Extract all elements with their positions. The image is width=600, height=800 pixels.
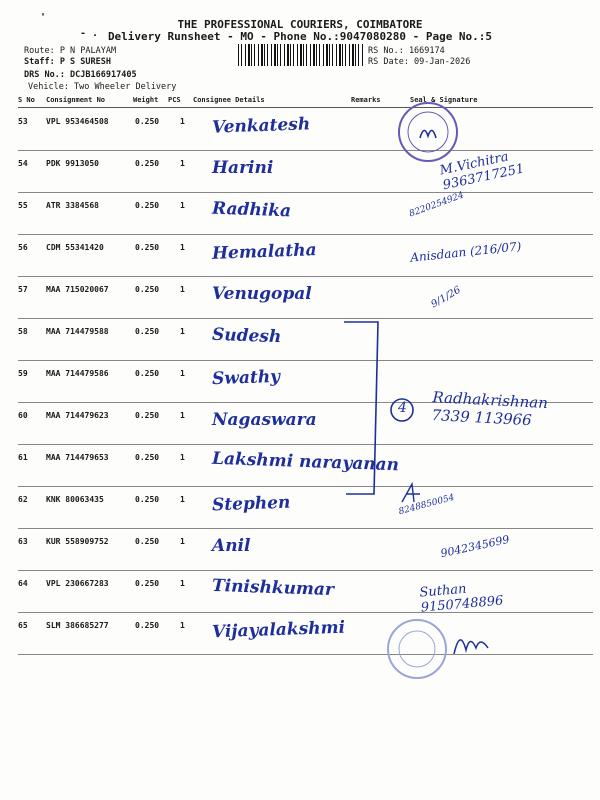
- consignee-signature: Hemalatha: [211, 240, 317, 264]
- barcode-bar: [319, 44, 320, 66]
- cell-pcs: 1: [180, 495, 185, 504]
- table-row: [18, 444, 593, 487]
- cell-pcs: 1: [180, 243, 185, 252]
- barcode-bar: [251, 44, 252, 66]
- barcode-bar: [290, 44, 291, 66]
- cell-consignment: MAA 714479623: [46, 411, 109, 420]
- cell-weight: 0.250: [135, 537, 160, 546]
- barcode-bar: [280, 44, 281, 66]
- cell-weight: 0.250: [135, 411, 160, 420]
- cell-weight: 0.250: [135, 243, 160, 252]
- document-title: THE PROFESSIONAL COURIERS, COIMBATORE: [177, 18, 423, 31]
- barcode-bar: [271, 44, 272, 66]
- table-row: [18, 318, 593, 361]
- consignee-signature: Stephen: [211, 492, 291, 516]
- barcode-bar: [254, 44, 255, 66]
- consignee-signature: Vijayalakshmi: [211, 617, 346, 643]
- barcode-bar: [329, 44, 330, 66]
- signature-62: 8248850054: [397, 492, 456, 518]
- cell-sno: 54: [18, 159, 28, 168]
- signature-57: 9/1/26: [429, 284, 463, 311]
- cell-weight: 0.250: [135, 495, 160, 504]
- barcode-bar: [358, 44, 359, 66]
- cell-sno: 64: [18, 579, 28, 588]
- barcode-bar: [277, 44, 278, 66]
- consignee-signature: Venkatesh: [211, 114, 311, 138]
- signature-54: M.Vichitra 9363717251: [438, 149, 526, 194]
- cell-sno: 63: [18, 537, 28, 546]
- signature-55: 8220254924: [408, 190, 466, 220]
- cell-sno: 58: [18, 327, 28, 336]
- table-row: [18, 108, 593, 151]
- barcode-bar: [326, 44, 328, 66]
- cell-sno: 57: [18, 285, 28, 294]
- cell-sno: 60: [18, 411, 28, 420]
- col-consignee: Consignee Details: [193, 96, 265, 104]
- barcode-bar: [238, 44, 239, 66]
- route-field: Route: P N PALAYAM: [24, 46, 117, 56]
- cell-consignment: MAA 714479653: [46, 453, 109, 462]
- courier-stamp: [396, 100, 460, 164]
- consignee-signature: Tinishkumar: [211, 575, 335, 601]
- signature-65: [448, 624, 498, 660]
- barcode-bar: [297, 44, 298, 66]
- cell-weight: 0.250: [135, 453, 160, 462]
- cell-weight: 0.250: [135, 327, 160, 336]
- signature-56: Anisdaan (216/07): [409, 239, 522, 265]
- barcode-image: [238, 44, 364, 66]
- cell-sno: 53: [18, 117, 28, 126]
- cell-pcs: 1: [180, 201, 185, 210]
- cell-sno: 56: [18, 243, 28, 252]
- corner-mark: ': [40, 12, 47, 23]
- barcode-bar: [274, 44, 276, 66]
- group-count: 4: [398, 400, 407, 416]
- drs-field: DRS No.: DCJB166917405: [24, 70, 137, 80]
- barcode-bar: [258, 44, 259, 66]
- signature-64: Suthan 9150748896: [418, 581, 504, 616]
- table-row: [18, 276, 593, 319]
- cell-weight: 0.250: [135, 579, 160, 588]
- cell-weight: 0.250: [135, 201, 160, 210]
- consignee-signature: Lakshmi narayanan: [211, 448, 400, 476]
- consignee-signature: Anil: [212, 536, 251, 556]
- barcode-bar: [300, 44, 302, 66]
- cell-sno: 65: [18, 621, 28, 630]
- signature-63: 9042345699: [439, 532, 511, 561]
- col-sno: S No: [18, 96, 35, 104]
- consignee-signature: Venugopal: [212, 284, 312, 304]
- cell-consignment: KNK 80063435: [46, 495, 104, 504]
- cell-pcs: 1: [180, 159, 185, 168]
- barcode-bar: [303, 44, 304, 66]
- cell-pcs: 1: [180, 621, 185, 630]
- cell-consignment: MAA 715020067: [46, 285, 109, 294]
- barcode-bar: [284, 44, 285, 66]
- cell-weight: 0.250: [135, 621, 160, 630]
- col-pcs: PCS: [168, 96, 181, 104]
- cell-pcs: 1: [180, 117, 185, 126]
- cell-consignment: SLM 386685277: [46, 621, 109, 630]
- consignee-signature: Harini: [212, 158, 274, 178]
- cell-consignment: PDK 9913050: [46, 159, 99, 168]
- cell-consignment: MAA 714479588: [46, 327, 109, 336]
- barcode-bar: [316, 44, 317, 66]
- barcode-bar: [287, 44, 289, 66]
- cell-weight: 0.250: [135, 285, 160, 294]
- cell-weight: 0.250: [135, 117, 160, 126]
- faint-stamp: [384, 616, 450, 682]
- cell-consignment: ATR 3384568: [46, 201, 99, 210]
- cell-consignment: KUR 558909752: [46, 537, 109, 546]
- rs-date-field: RS Date: 09-Jan-2026: [368, 57, 471, 67]
- cell-pcs: 1: [180, 411, 185, 420]
- group-bracket: [340, 318, 390, 498]
- table-row: [18, 612, 593, 655]
- col-consignment: Consignment No: [46, 96, 106, 104]
- barcode-bar: [306, 44, 307, 66]
- vehicle-field: Vehicle: Two Wheeler Delivery: [28, 82, 177, 92]
- signature-62-mark: [398, 480, 428, 506]
- consignee-signature: Nagaswara: [212, 410, 317, 430]
- barcode-bar: [362, 44, 363, 66]
- cell-sno: 61: [18, 453, 28, 462]
- barcode-bar: [313, 44, 315, 66]
- barcode-bar: [264, 44, 265, 66]
- cell-sno: 59: [18, 369, 28, 378]
- barcode-bar: [349, 44, 350, 66]
- table-row: [18, 192, 593, 235]
- cell-pcs: 1: [180, 579, 185, 588]
- staff-field: Staff: P S SURESH: [24, 57, 111, 67]
- barcode-bar: [342, 44, 343, 66]
- cell-pcs: 1: [180, 327, 185, 336]
- barcode-bar: [323, 44, 324, 66]
- cell-pcs: 1: [180, 369, 185, 378]
- cell-sno: 62: [18, 495, 28, 504]
- barcode-bar: [245, 44, 246, 66]
- table-header: [18, 95, 593, 108]
- col-seal: Seal & Signature: [410, 96, 478, 104]
- barcode-bar: [355, 44, 356, 66]
- barcode-bar: [241, 44, 242, 66]
- cell-pcs: 1: [180, 285, 185, 294]
- document-subtitle: Delivery Runsheet - MO - Phone No.:9047080280 - Page No.:5: [107, 30, 493, 43]
- barcode-bar: [345, 44, 346, 66]
- consignee-signature: Sudesh: [211, 324, 282, 348]
- barcode-bar: [332, 44, 333, 66]
- barcode-bar: [339, 44, 341, 66]
- consignee-signature: Swathy: [211, 366, 281, 390]
- barcode-bar: [248, 44, 250, 66]
- col-weight: Weight: [133, 96, 159, 104]
- corner-mark: - .: [80, 28, 99, 39]
- col-remarks: Remarks: [351, 96, 381, 104]
- barcode-bar: [336, 44, 337, 66]
- cell-pcs: 1: [180, 537, 185, 546]
- cell-pcs: 1: [180, 453, 185, 462]
- barcode-bar: [267, 44, 268, 66]
- cell-consignment: MAA 714479586: [46, 369, 109, 378]
- barcode-bar: [261, 44, 263, 66]
- cell-sno: 55: [18, 201, 28, 210]
- rs-no-field: RS No.: 1669174: [368, 46, 445, 56]
- barcode-bar: [352, 44, 354, 66]
- signature-group: Radhakrishnan 7339 113966: [431, 388, 549, 430]
- cell-weight: 0.250: [135, 159, 160, 168]
- cell-weight: 0.250: [135, 369, 160, 378]
- cell-consignment: VPL 230667283: [46, 579, 109, 588]
- barcode-bar: [310, 44, 311, 66]
- cell-consignment: VPL 953464508: [46, 117, 109, 126]
- consignee-signature: Radhika: [211, 198, 292, 222]
- table-row: [18, 486, 593, 529]
- barcode-bar: [293, 44, 294, 66]
- cell-consignment: CDM 55341420: [46, 243, 104, 252]
